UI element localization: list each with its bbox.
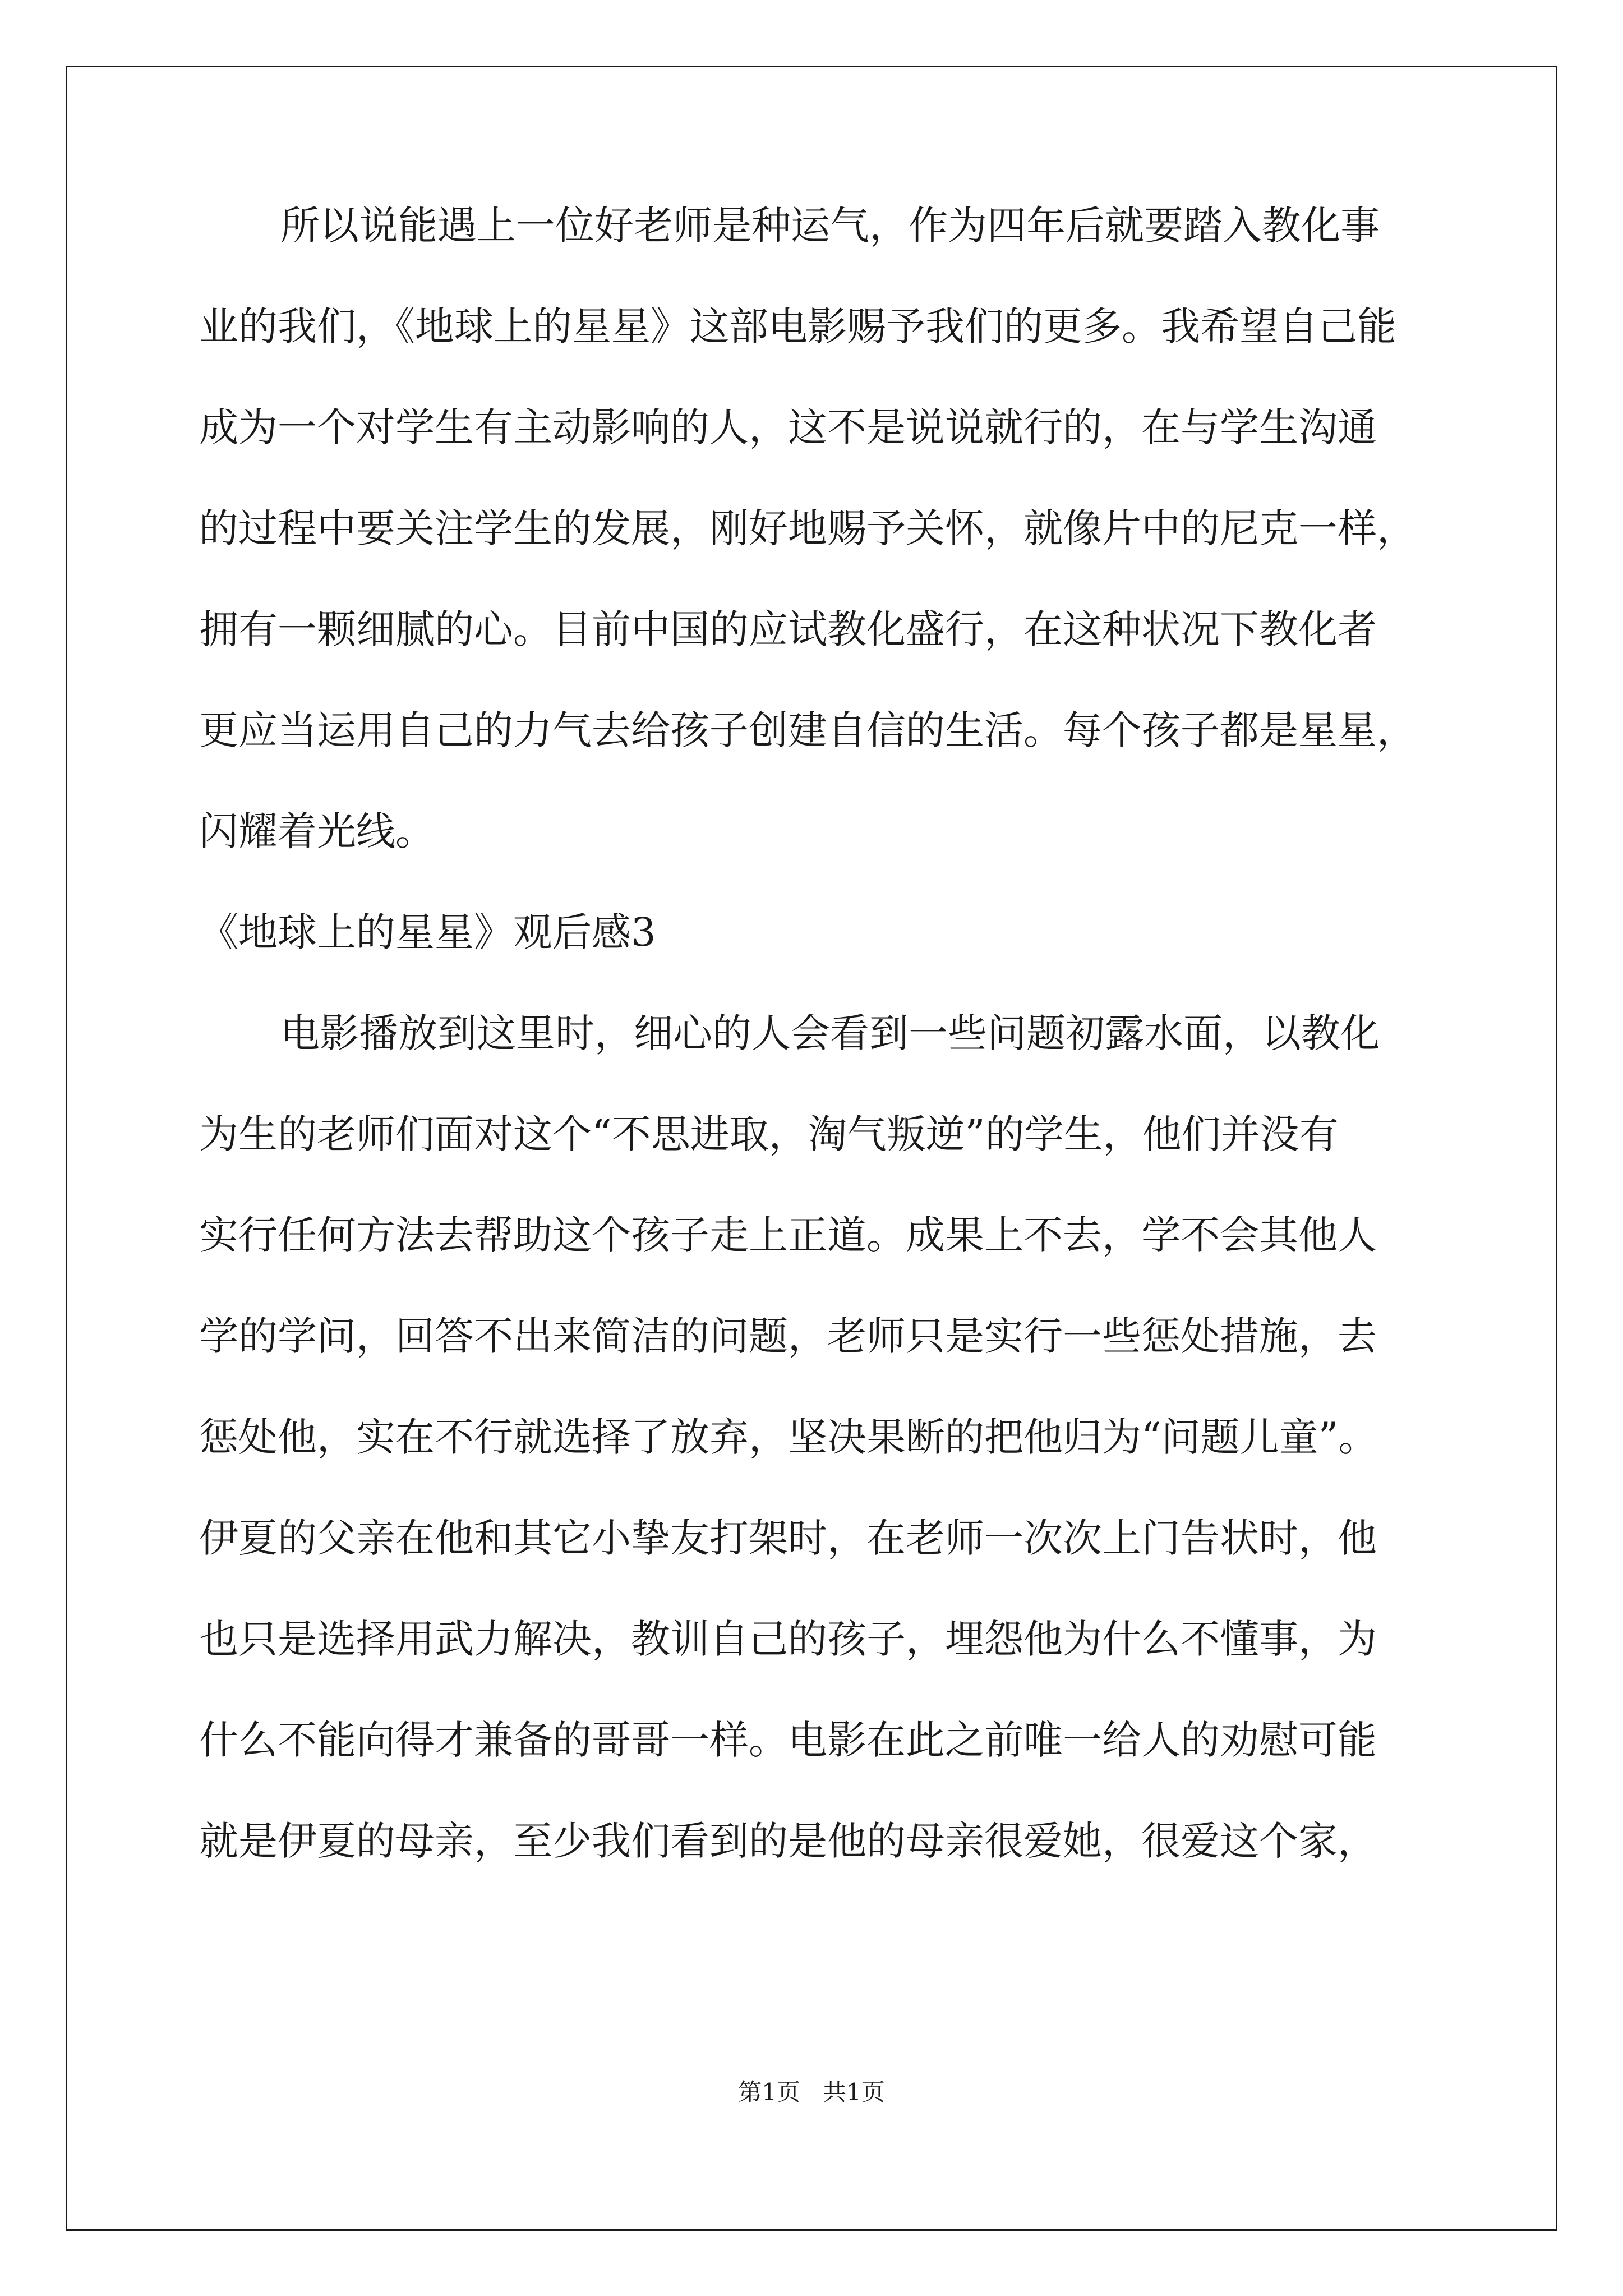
paragraph-1-line-1: 所以说能遇上一位好老师是种运气，作为四年后就要踏入教化事	[280, 203, 1380, 249]
paragraph-1-line-2: 业的我们，《地球上的星星》这部电影赐予我们的更多。我希望自己能	[199, 303, 1396, 349]
paragraph-1-line-7: 闪耀着光线。	[199, 808, 435, 854]
paragraph-2-line-8: 什么不能向得才兼备的哥哥一样。电影在此之前唯一给人的劝慰可能	[199, 1717, 1377, 1763]
paragraph-1-line-6: 更应当运用自己的力气去给孩子创建自信的生活。每个孩子都是星星，	[199, 707, 1416, 753]
paragraph-2-line-6: 伊夏的父亲在他和其它小挚友打架时，在老师一次次上门告状时，他	[199, 1515, 1377, 1561]
paragraph-1-line-5: 拥有一颗细腻的心。目前中国的应试教化盛行，在这种状况下教化者	[199, 606, 1377, 652]
paragraph-2-line-5: 惩处他，实在不行就选择了放弃，坚决果断的把他归为“问题儿童”。	[199, 1414, 1378, 1460]
paragraph-2-line-3: 实行任何方法去帮助这个孩子走上正道。成果上不去，学不会其他人	[199, 1212, 1377, 1258]
paragraph-2-line-4: 学的学问，回答不出来简洁的问题，老师只是实行一些惩处措施，去	[199, 1313, 1377, 1359]
paragraph-1-line-4: 的过程中要关注学生的发展，刚好地赐予关怀，就像片中的尼克一样，	[199, 505, 1416, 551]
section-heading: 《地球上的星星》观后感3	[199, 909, 656, 955]
page-number-footer: 第1页 共1页	[738, 2078, 885, 2106]
paragraph-1-line-3: 成为一个对学生有主动影响的人，这不是说说就行的，在与学生沟通	[199, 404, 1377, 450]
paragraph-2-line-2: 为生的老师们面对这个“不思进取，淘气叛逆”的学生，他们并没有	[199, 1111, 1339, 1157]
paragraph-2-line-7: 也只是选择用武力解决，教训自己的孩子，埋怨他为什么不懂事，为	[199, 1616, 1377, 1662]
paragraph-2-line-1: 电影播放到这里时，细心的人会看到一些问题初露水面，以教化	[280, 1010, 1380, 1056]
paragraph-2-line-9: 就是伊夏的母亲，至少我们看到的是他的母亲很爱她，很爱这个家，	[199, 1818, 1377, 1864]
